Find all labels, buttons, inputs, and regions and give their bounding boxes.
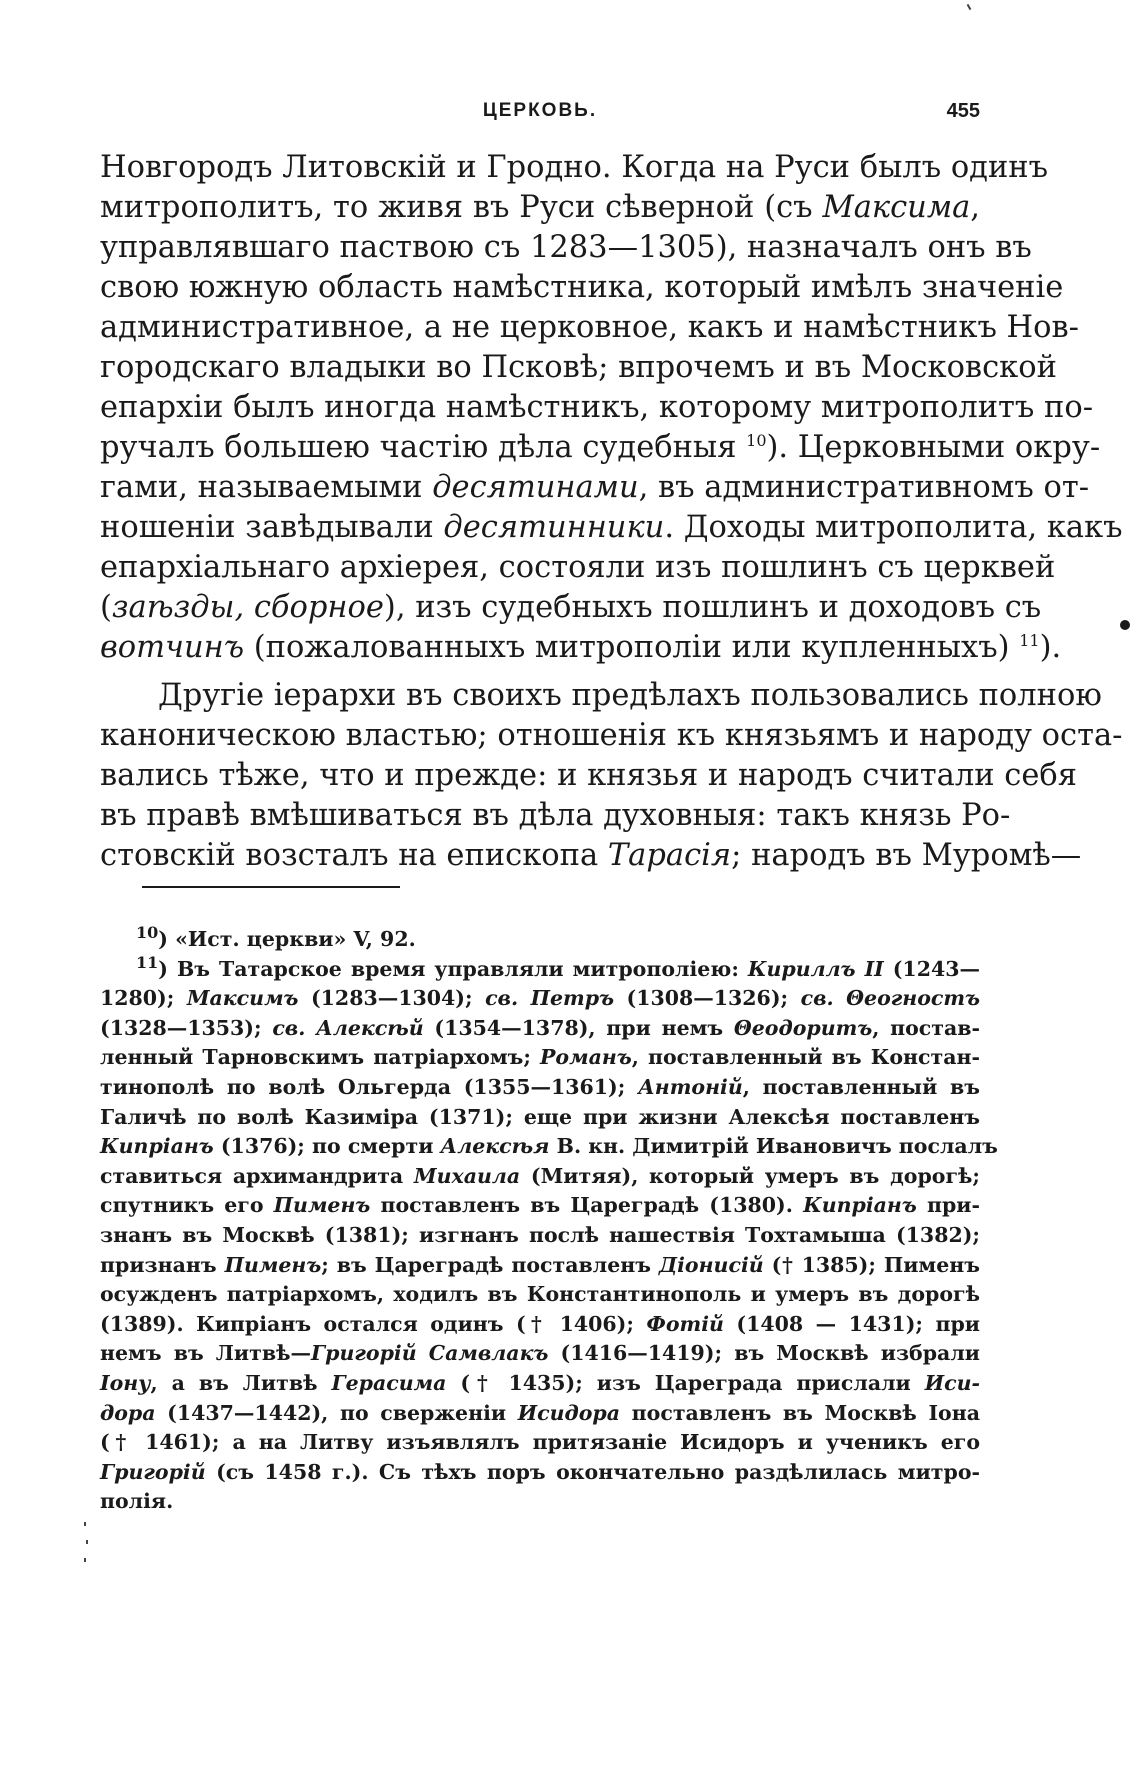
footnote-line: 1280); Максимъ (1283—1304); св. Петръ (1308—1326); св. Θеогностъ [100,986,980,1011]
footnote-line: Іону, а въ Литвѣ Герасима († 1435); изъ Цареграда прислали Иси- [100,1370,980,1395]
page-number: 455 [946,100,980,122]
footnote-10: $^{10}$) «Ист. церкви» V, 92. [136,923,416,951]
footnote-ref: 11 [1019,630,1040,650]
text-line: въ правѣ вмѣшиваться въ дѣла духовныя: такъ князь Ро- [100,798,1011,833]
text-line: Другіе іерархи въ своихъ предѣлахъ пользовались полною [158,678,1102,713]
footnote-line: Галичѣ по волѣ Казиміра (1371); еще при жизни Алексѣя поставленъ [100,1104,980,1129]
footnote-line: († 1461); а на Литву изъявлялъ притязаніе Исидоръ и ученикъ его [100,1430,980,1455]
text-line: митрополитъ, то живя въ Руси сѣверной (съ Максима, [100,190,980,225]
footnote-line: немъ въ Литвѣ—Григорій Самвлакъ (1416—1419); въ Москвѣ избрали [100,1341,980,1366]
text-line: городскаго владыки во Псковѣ; впрочемъ и въ Московской [100,350,1057,385]
text-line: вались тѣже, что и прежде: и князья и народъ считали себя [100,758,1077,793]
scan-speck [84,1558,86,1562]
text-line: стовскій возсталъ на епископа Тарасія; народъ въ Муромѣ— [100,838,1082,873]
footnote-line: Кипріанъ (1376); по смерти Алексѣя В. кн. Димитрій Ивановичъ послалъ [100,1134,998,1159]
text-line: гами, называемыми десятинами, въ административномъ от- [100,470,1090,505]
footnote-line: признанъ Пименъ; въ Цареградѣ поставленъ Діонисій († 1385); Пименъ [100,1252,980,1277]
footnote-line: полія. [100,1489,174,1514]
footnote-line: спутникъ его Пименъ поставленъ въ Цареградѣ (1380). Кипріанъ при- [100,1193,980,1218]
footnote-ref: 10 [746,430,767,450]
footnote-line: дора (1437—1442), по сверженіи Исидора поставленъ въ Москвѣ Іона [100,1400,981,1425]
text-line: каноническою властью; отношенія къ князьямъ и народу оста- [100,718,1123,753]
running-title: ЦЕРКОВЬ. [482,100,598,121]
footnote-line: (1389). Кипріанъ остался одинъ († 1406); Фотій (1408 — 1431); при [100,1311,980,1336]
footnote-line: (1328—1353); св. Алексѣй (1354—1378), при немъ Θеодоритъ, постав- [100,1015,981,1040]
footnote-line: ленный Тарновскимъ патріархомъ; Романъ, поставленный въ Констан- [100,1045,980,1070]
scan-dot [1120,620,1130,630]
footnote-line: знанъ въ Москвѣ (1381); изгнанъ послѣ нашествія Тохтамыша (1382); [100,1222,980,1247]
scan-speck [86,1540,88,1544]
footnote-line: осужденъ патріархомъ, ходилъ въ Константинополь и умеръ въ дорогѣ [100,1282,980,1307]
running-head [100,100,980,130]
text-line: вотчинъ (пожалованныхъ митрополіи или купленныхъ) $^{11}$). [100,630,1062,665]
main-text [100,148,1123,876]
text-line: (заѣзды, сборное), изъ судебныхъ пошлинъ и доходовъ съ [100,590,1042,625]
text-line: ношеніи завѣдывали десятинники. Доходы митрополита, какъ [100,510,1123,545]
text-line: епархіи былъ иногда намѣстникъ, которому митрополитъ по- [100,390,1094,425]
text-line: управлявшаго паствою съ 1283—1305), назначалъ онъ въ [100,230,1032,265]
scan-speck [967,4,972,10]
text-line: Новгородъ Литовскій и Гродно. Когда на Руси былъ одинъ [100,150,1049,185]
text-line: административное, а не церковное, какъ и намѣстникъ Нов- [100,310,1079,345]
footnote-line: тинополѣ по волѣ Ольгерда (1355—1361); Антоній, поставленный въ [100,1074,981,1099]
text-line: ручалъ большею частію дѣла судебныя $^{10}$). Церковными окру- [100,430,1101,465]
footnote-11: $^{11}$) Въ Татарское время управляли митрополіею: Кириллъ II (1243— [136,952,980,981]
text-line: епархіальнаго архіерея, состояли изъ пошлинъ съ церквей [100,550,1056,585]
scan-speck [84,1522,86,1526]
footnote-rule [142,886,400,888]
footnote-line: Григорій (съ 1458 г.). Съ тѣхъ поръ окончательно раздѣлилась митро- [100,1459,980,1484]
footnotes [100,923,998,1517]
text-line: свою южную область намѣстника, который имѣлъ значеніе [100,270,1064,305]
footnote-line: ставиться архимандрита Михаила (Митяя), который умеръ въ дорогѣ; [100,1163,980,1188]
